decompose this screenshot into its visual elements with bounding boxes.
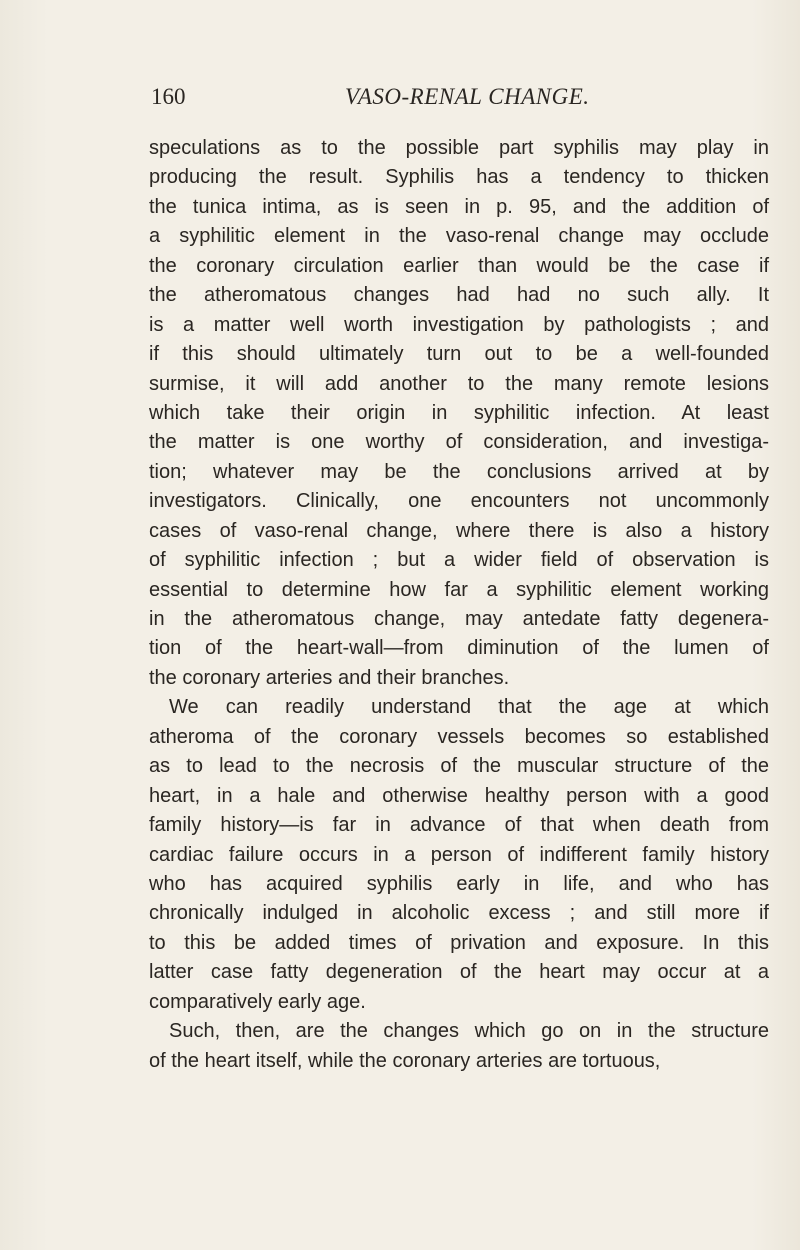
paragraph-end-line: the coronary arteries and their branches.	[149, 666, 510, 689]
text-line: as to lead to the necrosis of the muscular structure of the	[149, 755, 769, 778]
paragraph-end-line: comparatively early age.	[149, 990, 366, 1013]
text-line: in the atheromatous change, may antedate fatty degenera-	[149, 608, 769, 630]
running-title: VASO-RENAL CHANGE.	[345, 84, 590, 109]
text-line: cardiac failure occurs in a person of indifferent family history	[149, 843, 769, 866]
text-line: investigators. Clinically, one encounters not uncommonly	[149, 490, 769, 513]
page-number: 160	[151, 84, 186, 109]
text-line: essential to determine how far a syphilitic element working	[149, 578, 769, 601]
text-line: the matter is one worthy of consideration, and investiga-	[149, 431, 769, 454]
text-line: speculations as to the possible part syphilis may play in	[149, 137, 769, 159]
text-line: cases of vaso-renal change, where there is also a history	[149, 519, 769, 542]
text-line: family history—is far in advance of that when death from	[149, 814, 769, 837]
text-line: is a matter well worth investigation by pathologists ; and	[149, 313, 769, 336]
text-line: tion of the heart-wall—from diminution of the lumen of	[149, 637, 769, 660]
text-line: who has acquired syphilis early in life, and who has	[149, 872, 769, 895]
text-line: a syphilitic element in the vaso-renal change may occlude	[149, 225, 769, 248]
text-line: the tunica intima, as is seen in p. 95, and the addition of	[149, 195, 769, 218]
text-line: the atheromatous changes had had no such ally. It	[149, 284, 769, 307]
text-line: atheroma of the coronary vessels becomes so established	[149, 725, 769, 748]
running-head	[151, 82, 751, 112]
text-line: if this should ultimately turn out to be a well-founded	[149, 343, 769, 366]
paragraph-start-line: We can readily understand that the age at which	[169, 696, 769, 719]
text-line: which take their origin in syphilitic infection. At least	[149, 401, 769, 424]
text-line: to this be added times of privation and exposure. In this	[149, 931, 769, 954]
text-line: of the heart itself, while the coronary arteries are tortuous,	[149, 1049, 661, 1072]
text-line: heart, in a hale and otherwise healthy person with a good	[149, 784, 769, 807]
text-line: producing the result. Syphilis has a tendency to thicken	[149, 166, 769, 189]
body-text	[149, 134, 769, 1076]
text-line: chronically indulged in alcoholic excess ; and still more if	[149, 902, 769, 925]
paragraph-start-line: Such, then, are the changes which go on in the structure	[169, 1020, 769, 1043]
text-line: tion; whatever may be the conclusions arrived at by	[149, 460, 769, 483]
text-line: of syphilitic infection ; but a wider field of observation is	[149, 549, 769, 572]
text-line: surmise, it will add another to the many remote lesions	[149, 372, 769, 395]
text-line: the coronary circulation earlier than would be the case if	[149, 254, 769, 277]
text-line: latter case fatty degeneration of the heart may occur at a	[149, 961, 769, 984]
